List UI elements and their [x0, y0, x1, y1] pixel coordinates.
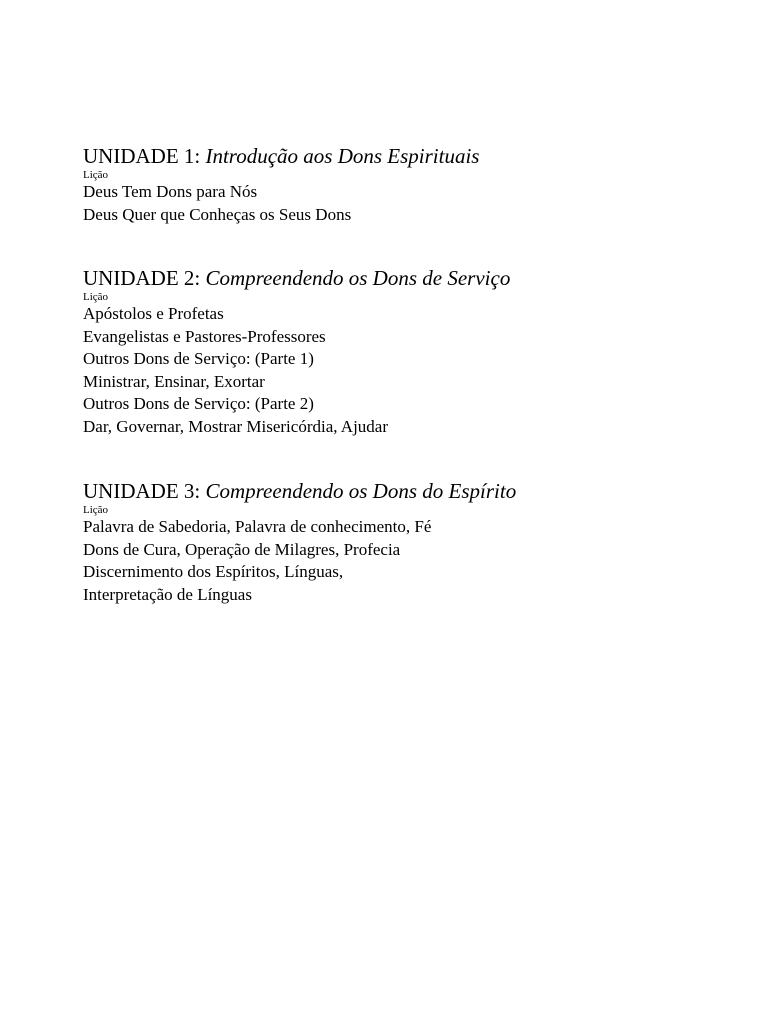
unit-heading	[83, 265, 743, 291]
unit-2-section	[83, 265, 743, 438]
unit-heading	[83, 478, 743, 504]
lesson-list	[83, 181, 743, 226]
lesson-item: Apóstolos e Profetas	[83, 304, 224, 323]
lesson-list	[83, 516, 743, 606]
unit-title: Compreendendo os Dons de Serviço	[205, 266, 511, 290]
lesson-label: Lição	[83, 169, 109, 181]
lesson-item: Dar, Governar, Mostrar Misericórdia, Ajudar	[83, 416, 389, 436]
lesson-item: Discernimento dos Espíritos, Línguas,	[83, 562, 344, 581]
unit-title: Introdução aos Dons Espirituais	[205, 144, 480, 168]
unit-label: UNIDADE 1:	[83, 144, 201, 168]
lesson-item: Interpretação de Línguas	[83, 584, 252, 604]
lesson-item: Outros Dons de Serviço: (Parte 2)	[83, 394, 314, 413]
unit-label: UNIDADE 2:	[83, 266, 201, 290]
lesson-list	[83, 303, 743, 438]
unit-1-section	[83, 143, 743, 226]
lesson-label: Lição	[83, 504, 109, 516]
lesson-item: Evangelistas e Pastores-Professores	[83, 326, 326, 346]
unit-label: UNIDADE 3:	[83, 479, 201, 503]
unit-title: Compreendendo os Dons do Espírito	[205, 479, 517, 503]
lesson-item: Palavra de Sabedoria, Palavra de conhecimento, Fé	[83, 517, 432, 536]
unit-3-section	[83, 478, 743, 606]
lesson-item: Deus Quer que Conheças os Seus Dons	[83, 204, 352, 224]
lesson-item: Outros Dons de Serviço: (Parte 1)	[83, 349, 314, 368]
lesson-label: Lição	[83, 291, 109, 303]
unit-heading	[83, 143, 743, 169]
lesson-item: Ministrar, Ensinar, Exortar	[83, 371, 265, 391]
lesson-item: Deus Tem Dons para Nós	[83, 182, 258, 201]
lesson-item: Dons de Cura, Operação de Milagres, Profecia	[83, 539, 401, 559]
